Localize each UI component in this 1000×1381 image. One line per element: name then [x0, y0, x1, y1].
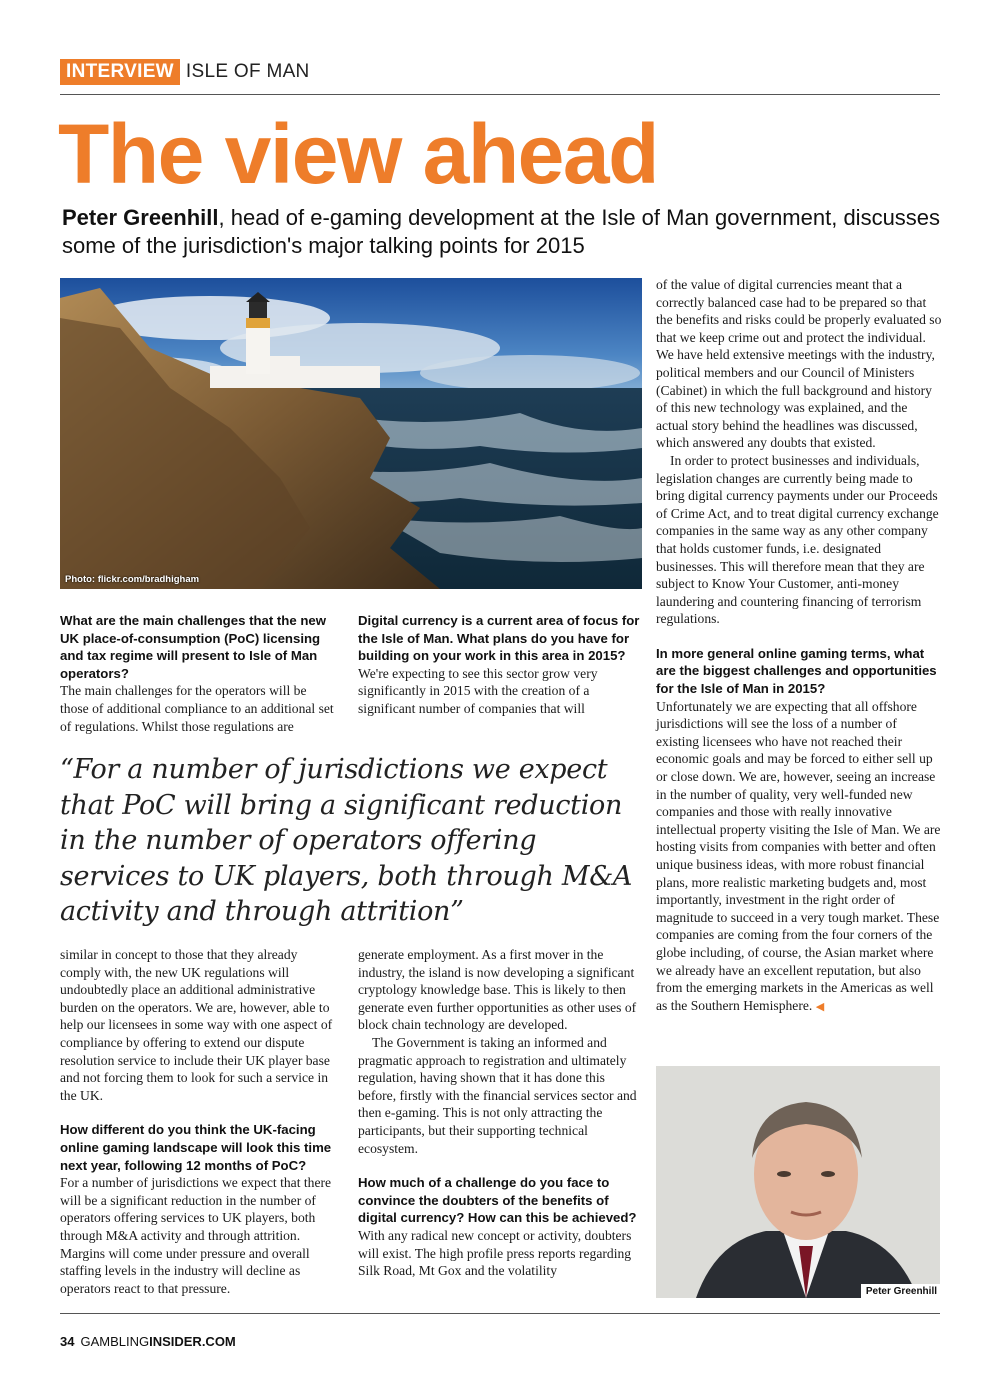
portrait-image — [656, 1066, 940, 1298]
headline: The view ahead — [58, 107, 658, 201]
answer-1-continued: similar in concept to those that they already comply with, the new UK regulations will undoubtedly place an additional administrative burden on the operators. We are, however, able to help our licensees in some way with one aspect of compliance by offering to extend our dispute resolution service to include their UK player base and not forcing them to look for such a service in the UK. — [60, 947, 333, 1103]
lighthouse-photo — [60, 278, 642, 589]
portrait-photo — [656, 1066, 940, 1298]
paragraph-legislation: In order to protect businesses and individuals, legislation changes are currently being made to bring digital currency payments under our Proceeds of Crime Act, and to treat digital currency exchange companies in the same way as any other company that holds customer funds, i.e. designated businesses. This will therefore mean that they are subject to Know Your Customer, anti-money laundering and countering financing of terrorism regulations. — [656, 452, 939, 627]
answer-1: The main challenges for the operators will be those of additional compliance to an additional set of regulations. Whilst those regulations are — [60, 683, 334, 734]
lighthouse-image — [60, 278, 642, 589]
page-number: 34 — [60, 1334, 75, 1349]
paragraph-employment: generate employment. As a first mover in the industry, the island is now developing a significant cryptology knowledge base. This is likely to then generate even further opportunities as other uses of block chain technology are developed. — [358, 947, 637, 1033]
section-header — [60, 58, 310, 85]
standfirst-text: , head of e-gaming development at the Isle of Man government, discusses some of the jurisdiction's major talking points for 2015 — [62, 205, 941, 258]
top-rule — [60, 94, 940, 95]
column-1-bottom — [60, 946, 338, 1297]
column-2-bottom — [358, 946, 642, 1280]
question-2: How different do you think the UK-facing online gaming landscape will look this time next year, following 12 months of PoC? — [60, 1122, 332, 1173]
pull-quote: “For a number of jurisdictions we expect that PoC will bring a significant reduction in the number of operators offering services to UK players, both through M&A activity and through attrition” — [60, 754, 633, 927]
section-tag: INTERVIEW — [60, 59, 180, 85]
standfirst-name: Peter Greenhill — [62, 205, 219, 230]
paragraph-digital-value: of the value of digital currencies meant that a correctly balanced case had to be prepared so that the benefits and risks could be properly evaluated so that we keep crime out and protect the individual. We have held extensive meetings with the industry, political members and our Council of Ministers (Cabinet) in which the full background and history of this new technology was explained, and the actual story behind the headlines was discussed, which answered any doubts that existed. — [656, 277, 942, 451]
question-digital-currency: Digital currency is a current area of focus for the Isle of Man. What plans do you have for building on your work in this area in 2015? — [358, 613, 640, 664]
answer-2: For a number of jurisdictions we expect that there will be a significant reduction in the number of operators offering services to UK players, both through M&A activity and through attrition. Margins will come under pressure and overall staffing levels in the industry will decline as operators react to that pressure. — [60, 1175, 332, 1296]
standfirst — [62, 204, 942, 260]
page-footer — [60, 1334, 236, 1349]
answer-doubters: With any radical new concept or activity, doubters will exist. The high profile press reports regarding Silk Road, Mt Gox and the volatility — [358, 1227, 632, 1279]
section-name: ISLE OF MAN — [185, 60, 310, 82]
end-mark-icon: ◀ — [815, 1000, 825, 1013]
column-1-top — [60, 612, 338, 735]
column-3 — [656, 276, 942, 1016]
photo-credit: Photo: flickr.com/bradhigham — [65, 574, 200, 585]
site-name: GAMBLINGINSIDER.COM — [80, 1334, 236, 1349]
paragraph-government: The Government is taking an informed and pragmatic approach to registration and ultimately regulation, having shown that it has done this before, firstly with the financial services sector and then e-gaming. This is not only attracting the participants, but their supporting technical ecosystem. — [358, 1034, 637, 1156]
question-1: What are the main challenges that the new UK place-of-consumption (PoC) licensing and tax regime will present to Isle of Man operators? — [60, 613, 327, 681]
answer-digital-currency: We're expecting to see this sector grow very significantly in 2015 with the creation of a significant number of companies that will — [358, 665, 598, 716]
question-doubters: How much of a challenge do you face to convince the doubters of the benefits of digital currency? How can this be achieved? — [358, 1175, 637, 1226]
bottom-rule — [60, 1313, 940, 1314]
portrait-caption: Peter Greenhill — [861, 1284, 940, 1298]
question-online-gaming: In more general online gaming terms, what are the biggest challenges and opportunities for the Isle of Man in 2015? — [656, 645, 937, 697]
column-2-top — [358, 612, 642, 718]
answer-online-gaming: Unfortunately we are expecting that all offshore jurisdictions will see the loss of a number of existing licensees who have not reached their economic goals and may be forced to either sell up or close down. We are, however, seeing an increase in the number of quality, very well-funded new companies and those with really innovative intellectual property visiting the Isle of Man. We are hosting visits from companies with better and often unique business ideas, with more robust financial plans, more realistic marketing budgets and, most importantly, investment in the right order of magnitude to succeed in a very tough market. These companies are coming from the four corners of the globe including, of course, the Asian market where we already have an excellent reputation, but also from the emerging markets in the Americas as well as the Southern Hemisphere. ◀ — [656, 698, 941, 1013]
